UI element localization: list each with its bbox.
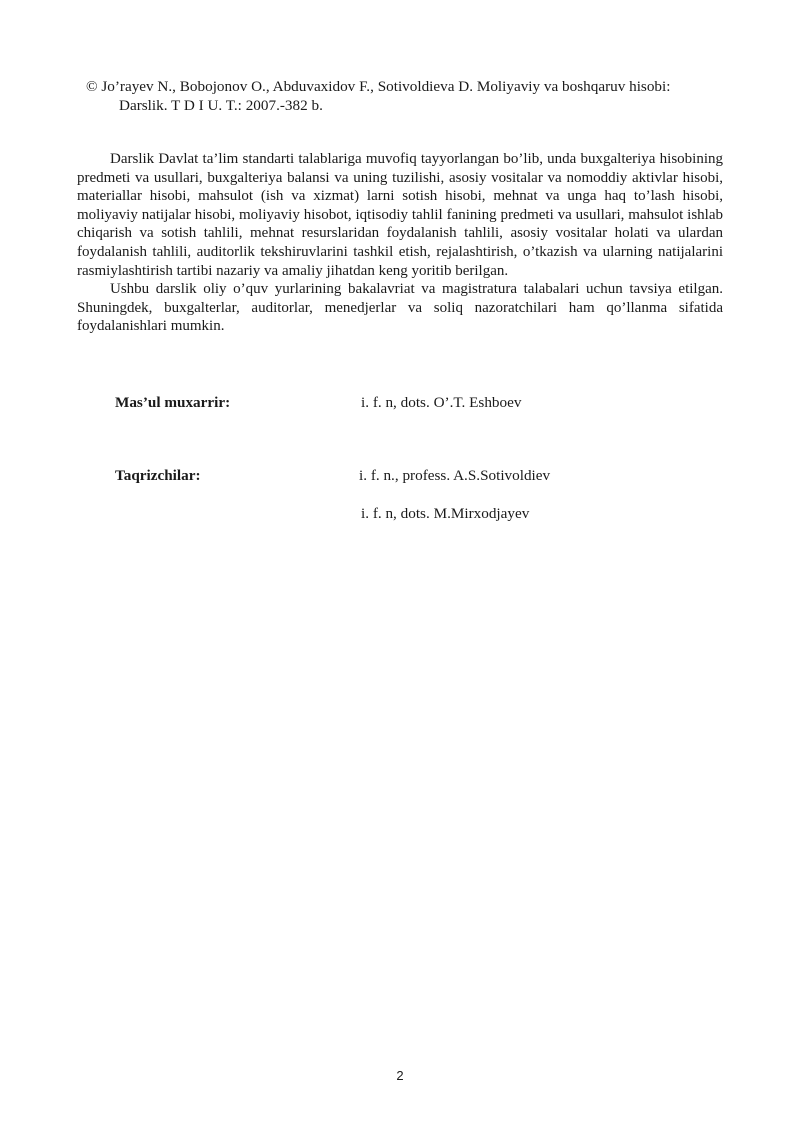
abstract-paragraph-1: Darslik Davlat ta’lim standarti talablariga muvofiq tayyorlangan bo’lib, unda buxgalteriya hisobining predmeti va usullari, buxgalteriya balansi va uning tuzilishi, asosiy vositalar va nomoddiy aktivlar hisobi, materiallar hisobi, mahsulot (ish va xizmat) larni sotish hisobi, mehnat va unga haq to’lash hisobi, moliyaviy natijalar hisobi, moliyaviy hisobot, iqtisodiy tahlil fanining predmeti va usullari, mahsulot ishlab chiqarish va sotish tahlili, mehnat resurslaridan foydalanish tahlili, asosiy vositalar holati va ulardan foydalanish tahlili, auditorlik tekshiruvlarini tashkil etish, rejalashtirish, o’tkazish va ularning natijalarini rasmiylashtirish tartibi nazariy va amaliy jihatdan keng yoritib berilgan. — [77, 151, 723, 279]
editor-name: i. f. n, dots. O’.T. Eshboev — [361, 394, 522, 411]
reviewers-label: Taqrizchilar: — [115, 467, 201, 484]
reviewer-2-name: i. f. n, dots. M.Mirxodjayev — [361, 505, 530, 522]
citation-line-1: © Jo’rayev N., Bobojonov O., Abduvaxidov F., Sotivoldieva D. Moliyaviy va boshqaruv hisobi: — [86, 78, 671, 95]
page-number: 2 — [396, 1068, 404, 1083]
abstract-paragraph-2: Ushbu darslik oliy o’quv yurlarining bakalavriat va magistratura talabalari uchun tavsiya etilgan. Shuningdek, buxgalterlar, auditorlar, menedjerlar va soliq nazoratchilari ham qo’llanma sifatida foydalanishlari mumkin. — [77, 281, 723, 335]
bibliographic-citation — [86, 77, 736, 115]
reviewer-1-name: i. f. n., profess. A.S.Sotivoldiev — [359, 467, 551, 484]
editor-label: Mas’ul muxarrir: — [115, 394, 231, 411]
book-abstract — [77, 150, 723, 336]
citation-line-2: Darslik. T D I U. T.: 2007.-382 b. — [119, 97, 323, 114]
